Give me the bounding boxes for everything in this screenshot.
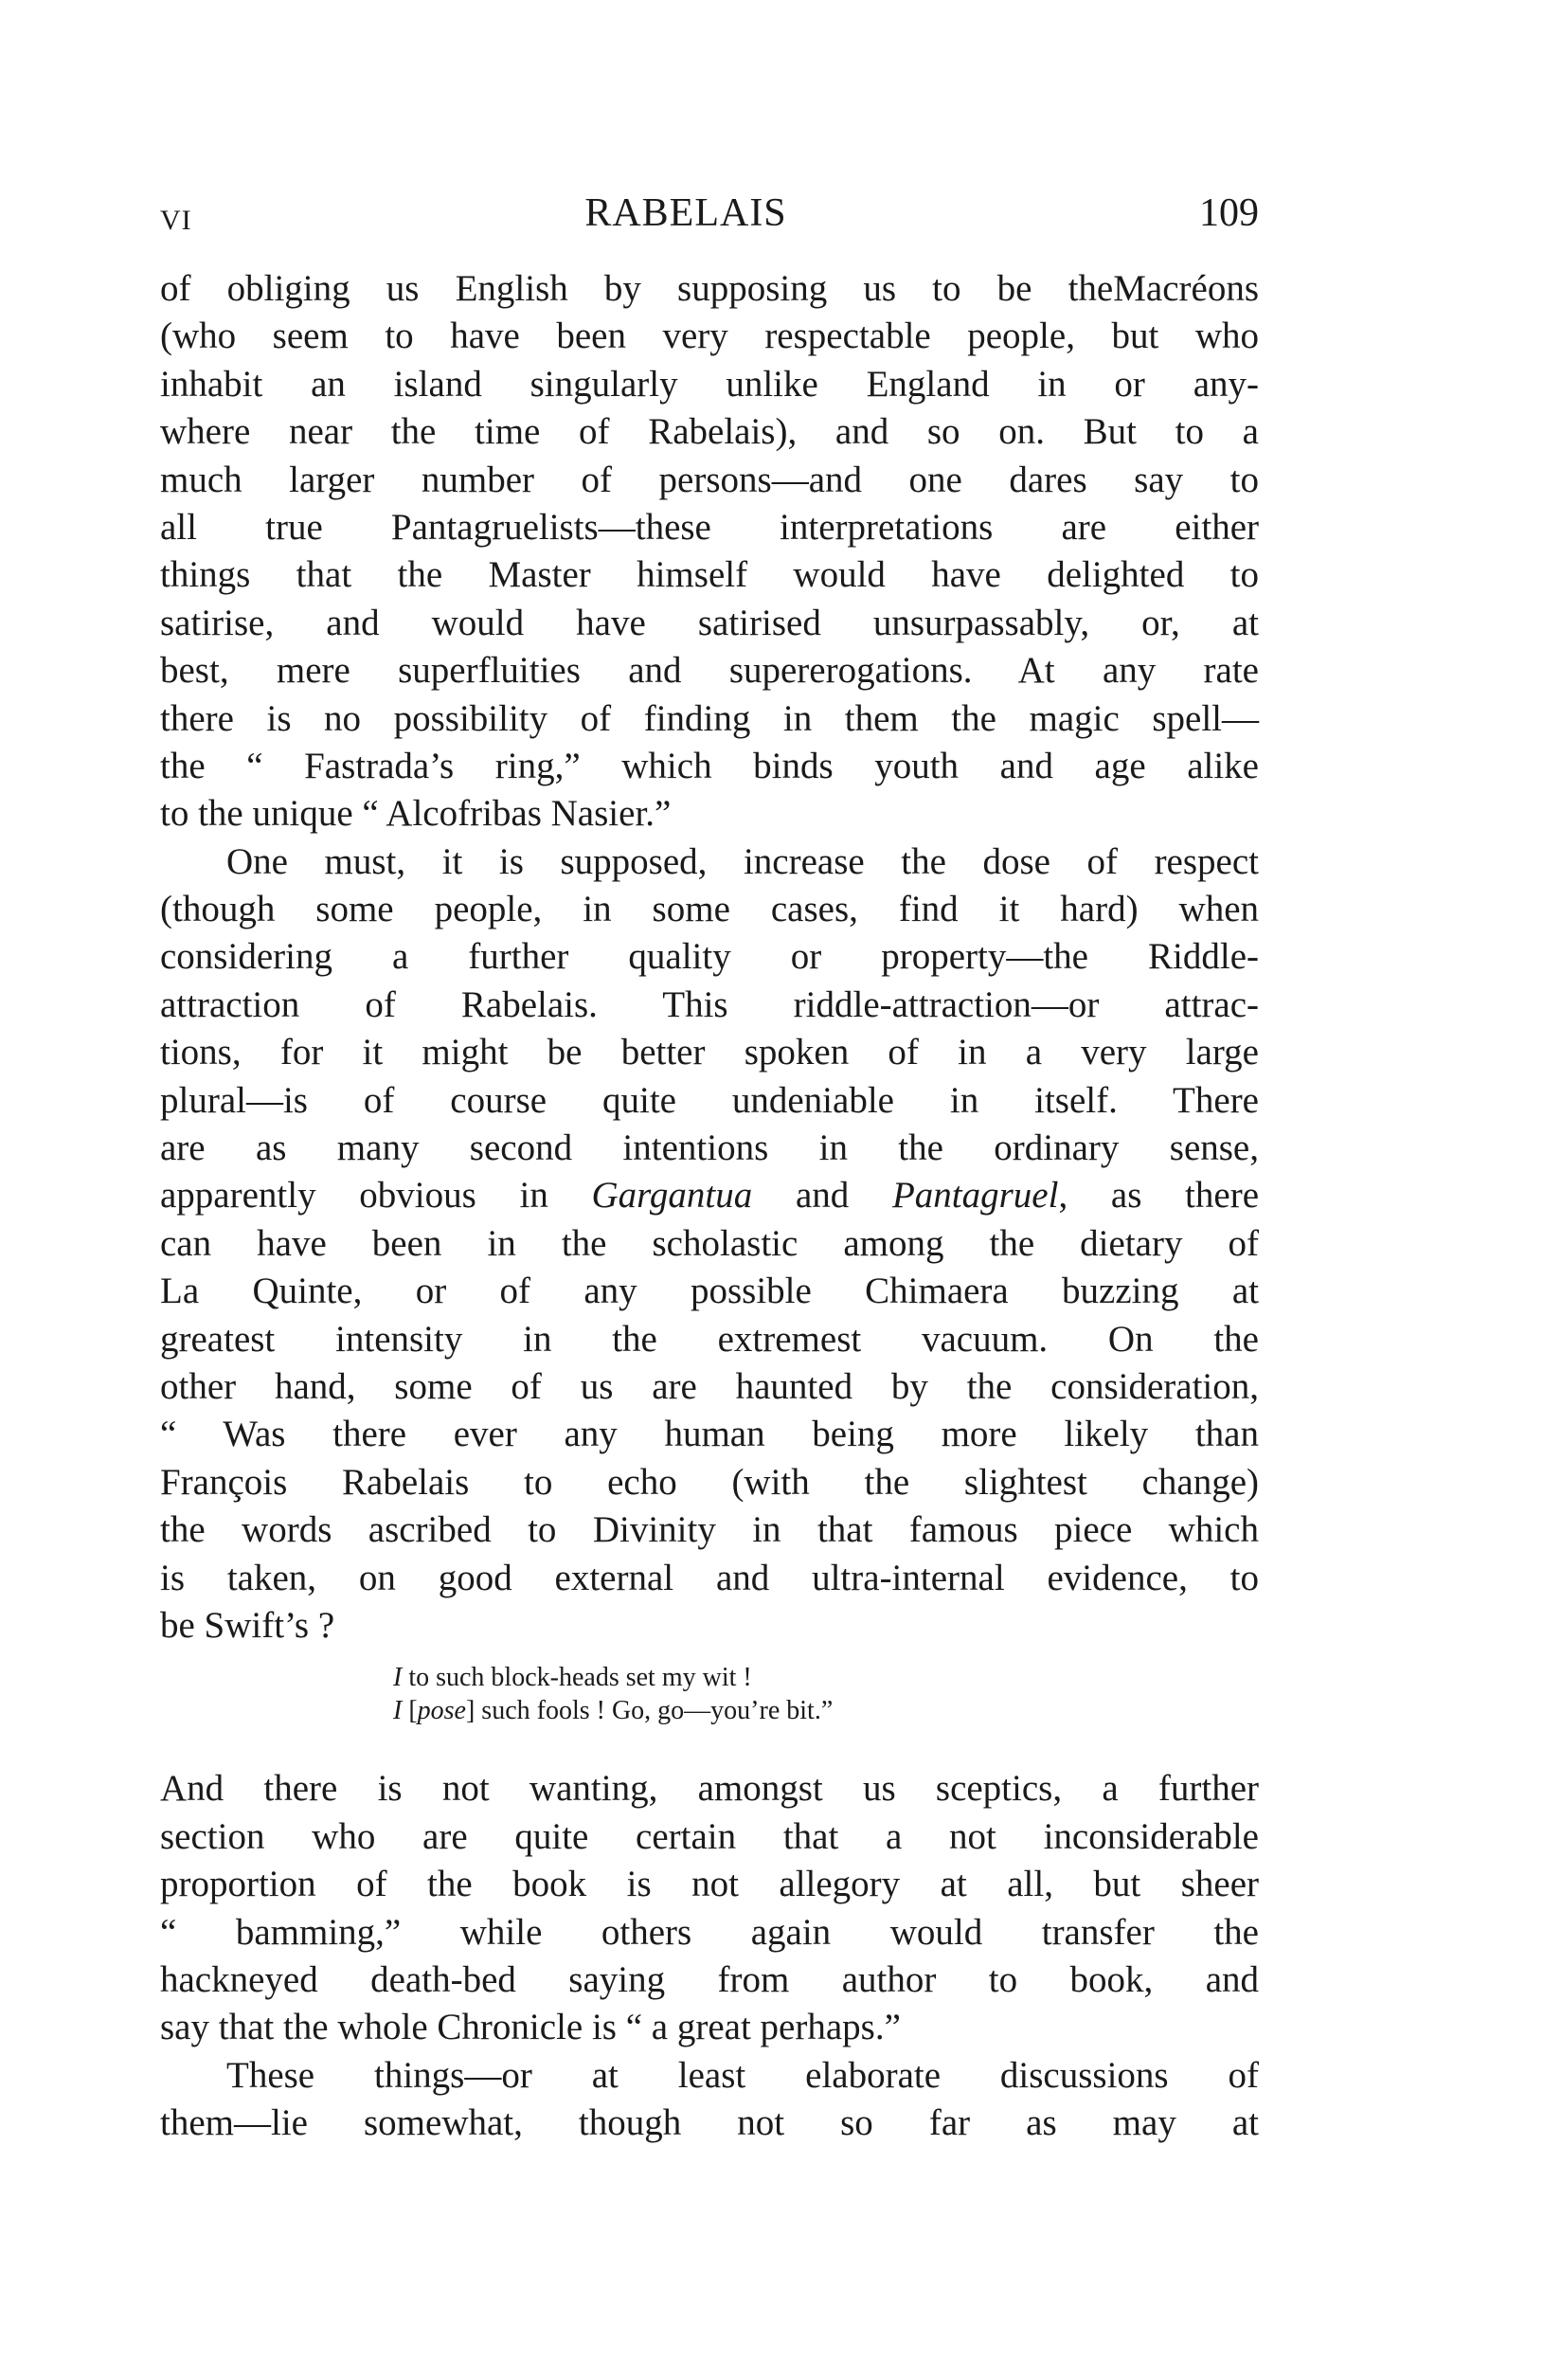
text-line (160, 361, 1259, 408)
text-segment: tions, for it might be better spoken of in a very large (160, 1032, 1259, 1073)
text-line (160, 838, 1259, 886)
text-segment: (who seem to have been very respectable people, but who (160, 316, 1259, 357)
text-line (160, 1555, 1259, 1602)
text-line (160, 695, 1259, 743)
text-line (160, 1029, 1259, 1076)
paragraph (160, 265, 1259, 838)
italic-text: pose (417, 1696, 466, 1726)
text-line (160, 1316, 1259, 1363)
text-line (160, 1363, 1259, 1411)
text-line (160, 504, 1259, 551)
text-line (160, 1909, 1259, 1956)
text-segment: things that the Master himself would have delighted to (160, 554, 1259, 596)
text-line (160, 1172, 1259, 1219)
text-line (160, 1506, 1259, 1554)
text-line (160, 265, 1259, 313)
text-segment: proportion of the book is not allegory at all, but sheer (160, 1864, 1259, 1905)
page-number: 109 (1199, 191, 1259, 235)
text-segment: best, mere superfluities and supererogations. At any rate (160, 650, 1259, 692)
text-segment: François Rabelais to echo (with the slightest change) (160, 1461, 1259, 1503)
text-segment: La Quinte, or of any possible Chimaera buzzing at (160, 1271, 1259, 1312)
text-line (160, 1411, 1259, 1458)
paragraph (160, 2052, 1259, 2148)
text-line (160, 1765, 1259, 1812)
running-title: RABELAIS (584, 191, 787, 235)
text-segment: much larger number of persons—and one dares say to (160, 459, 1259, 500)
page-body (160, 265, 1259, 2147)
text-segment: greatest intensity in the extremest vacuum. On the (160, 1318, 1259, 1360)
text-line (160, 1459, 1259, 1506)
text-segment: to such block-heads set my wit ! (402, 1663, 752, 1693)
text-segment: plural—is of course quite undeniable in itself. There (160, 1079, 1259, 1121)
text-line (160, 2004, 1259, 2051)
text-segment: of obliging us English by supposing us to be theMacréons (160, 268, 1259, 309)
text-segment: , as there (1058, 1175, 1260, 1217)
text-segment: ] such fools ! Go, go—you’re bit.” (465, 1696, 834, 1726)
text-line (160, 1268, 1259, 1315)
verse-line (393, 1661, 1259, 1694)
text-segment: (though some people, in some cases, find it hard) when (160, 889, 1259, 930)
text-line (160, 551, 1259, 599)
text-segment: And there is not wanting, amongst us sceptics, a further (160, 1768, 1259, 1810)
text-segment: are as many second intentions in the ordinary sense, (160, 1127, 1259, 1169)
text-line (160, 2052, 1259, 2100)
text-line (160, 933, 1259, 981)
text-segment: to the unique “ Alcofribas Nasier.” (160, 793, 672, 835)
text-segment: section who are quite certain that a not inconsiderable (160, 1815, 1259, 1857)
text-segment: and (752, 1175, 892, 1217)
text-segment: the words ascribed to Divinity in that famous piece which (160, 1509, 1259, 1551)
text-segment: considering a further quality or property—the Riddle- (160, 936, 1259, 978)
italic-text: Gargantua (591, 1175, 753, 1217)
text-segment: [ (402, 1696, 418, 1726)
text-segment: satirise, and would have satirised unsurpassably, or, at (160, 602, 1259, 643)
text-segment: the “ Fastrada’s ring,” which binds youth and age alike (160, 745, 1259, 786)
italic-text: I (393, 1663, 403, 1693)
text-line (160, 790, 1259, 838)
text-segment: be Swift’s ? (160, 1604, 335, 1646)
text-line (160, 2100, 1259, 2147)
paragraph (160, 838, 1259, 1650)
text-segment: all true Pantagruelists—these interpretations are either (160, 506, 1259, 548)
text-line (160, 1125, 1259, 1172)
text-segment: say that the whole Chronicle is “ a great perhaps.” (160, 2007, 901, 2048)
text-segment: them—lie somewhat, though not so far as may at (160, 2102, 1259, 2144)
text-segment: apparently obvious in (160, 1175, 592, 1217)
text-line (160, 313, 1259, 360)
text-segment: hackneyed death-bed saying from author to book, and (160, 1958, 1259, 2000)
paragraph (160, 1765, 1259, 2051)
text-line (160, 600, 1259, 647)
text-line (160, 1956, 1259, 2004)
text-line (160, 457, 1259, 504)
text-segment: can have been in the scholastic among the dietary of (160, 1222, 1259, 1264)
text-segment: “ bamming,” while others again would transfer the (160, 1911, 1259, 1953)
text-segment: where near the time of Rabelais), and so on. But to a (160, 411, 1259, 453)
text-segment: other hand, some of us are haunted by the consideration, (160, 1365, 1259, 1407)
text-line (160, 743, 1259, 790)
italic-text: I (393, 1696, 403, 1726)
text-line (160, 647, 1259, 694)
text-line (160, 1077, 1259, 1125)
text-segment: inhabit an island singularly unlike England in or any- (160, 363, 1259, 405)
italic-text: Pantagruel (891, 1175, 1059, 1217)
chapter-number: VI (160, 205, 192, 236)
text-line (160, 408, 1259, 456)
verse-line (393, 1694, 1259, 1727)
text-line (160, 1220, 1259, 1268)
text-segment: is taken, on good external and ultra-internal evidence, to (160, 1557, 1259, 1598)
text-segment: attraction of Rabelais. This riddle-attraction—or attrac- (160, 983, 1259, 1025)
text-line (160, 1813, 1259, 1861)
text-line (160, 1861, 1259, 1908)
text-line (160, 1602, 1259, 1650)
text-segment: there is no possibility of finding in them the magic spell— (160, 697, 1259, 739)
text-segment: “ Was there ever any human being more likely than (160, 1414, 1259, 1455)
text-line (160, 886, 1259, 933)
text-segment: These things—or at least elaborate discussions of (226, 2054, 1259, 2096)
text-line (160, 982, 1259, 1029)
text-segment: One must, it is supposed, increase the dose of respect (226, 840, 1259, 882)
verse-quotation (393, 1661, 1259, 1727)
